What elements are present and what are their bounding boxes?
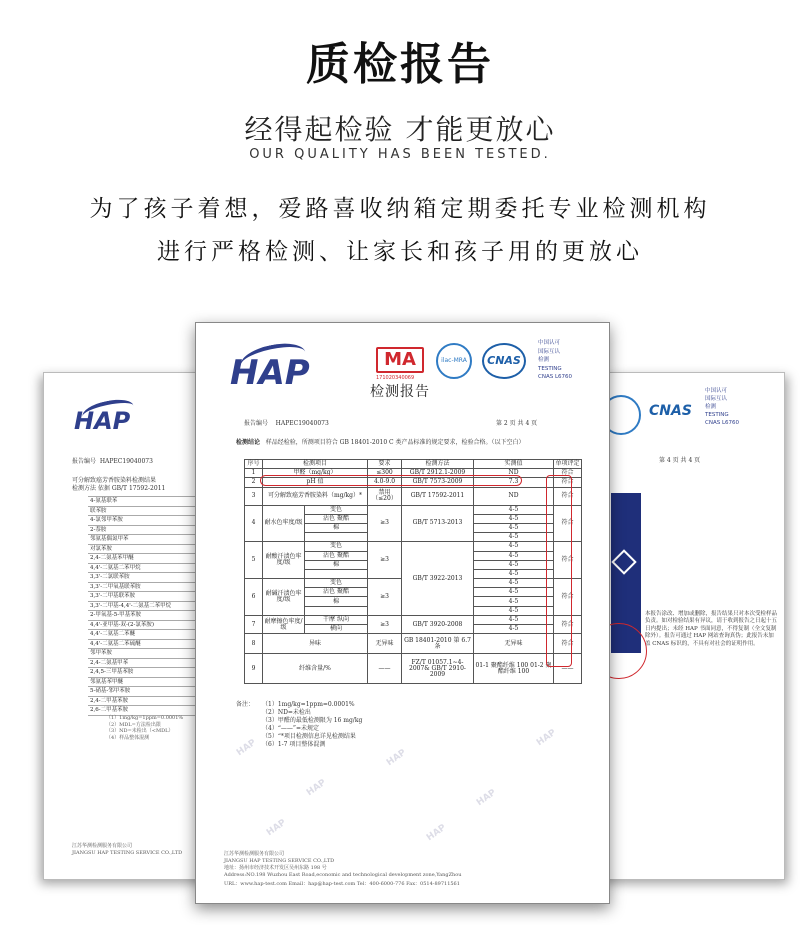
cell-req: 4.0-9.0 — [368, 478, 402, 487]
cnas-side-line: 国际互认 — [705, 396, 728, 402]
watermark: HAP — [235, 737, 259, 759]
highlight-row-formaldehyde — [260, 475, 522, 486]
cnas-side-line: CNAS L6760 — [705, 420, 740, 426]
note-item: （2）ND=未检出 — [262, 709, 311, 717]
cell-no: 7 — [245, 615, 263, 633]
left-notes — [106, 715, 183, 741]
cell-value: 01-1 聚酯纤维 100 01-2 聚酯纤维 100 — [474, 654, 554, 684]
cell-method: GB/T 17592-2011 — [402, 487, 474, 505]
note-item: （3）甲醛的最低检测限为 16 mg/kg — [262, 717, 363, 725]
list-item: 3,3'-二氯联苯胺 — [88, 573, 238, 583]
cma-mark: MA — [376, 347, 424, 373]
left-footer-cn: 江苏华测检测服务有限公司 — [72, 843, 133, 849]
note-item: （1）1mg/kg=1ppm=0.0001% — [262, 701, 355, 708]
cell-method: GB 18401-2010 第 6.7 条 — [402, 634, 474, 654]
table-row — [245, 654, 582, 684]
list-item: 4,4'-二氨基二苯醚 — [88, 630, 238, 640]
cell-no: 1 — [245, 469, 263, 478]
cell-sub — [305, 615, 368, 624]
cell-value: 无异味 — [474, 634, 554, 654]
right-page-info: 第 4 页 共 4 页 — [659, 457, 701, 464]
cell-sub — [305, 514, 368, 523]
cell-sub: 横向 — [305, 625, 368, 634]
list-item: 2,4,5-三甲基苯胺 — [88, 668, 238, 678]
cell-method: GB/T 3922-2013 — [402, 542, 474, 616]
note-item: （6）1-7 项目整体混测 — [262, 741, 326, 749]
cell-method: GB/T 7573-2009 — [402, 478, 474, 487]
cell-sub-label: 聚酯 — [336, 514, 349, 522]
cell-result: 符合 — [554, 505, 582, 542]
watermark: HAP — [425, 822, 449, 844]
cma-number: 171020340069 — [376, 375, 415, 381]
cell-value: 4-5 — [474, 597, 554, 606]
cell-item: 甲醛（mg/kg） — [263, 469, 368, 478]
notes-list — [262, 701, 362, 750]
report-title: 检测报告 — [370, 384, 430, 400]
list-item: 邻氨基偶氮甲苯 — [88, 535, 238, 545]
cell-sub — [305, 569, 368, 578]
cell-sub: 棉 — [305, 597, 368, 606]
table-row — [245, 634, 582, 654]
cnas-side-text — [538, 339, 572, 382]
description-line-1: 为了孩子着想，爱路喜收纳箱定期委托专业检测机构 — [89, 196, 711, 222]
report-no-row — [244, 420, 329, 428]
cell-sub-label: 沾色 — [323, 588, 336, 596]
cell-req: —— — [368, 654, 402, 684]
left-report-no-value: HAPEC19040073 — [99, 458, 153, 465]
left-footer-en: JIANGSU HAP TESTING SERVICE CO.,LTD — [72, 850, 183, 856]
cell-method: FZ/T 01057.1~4-2007& GB/T 2910-2009 — [402, 654, 474, 684]
list-item: 4,4'-二氨基二苯甲烷 — [88, 564, 238, 574]
cell-no: 4 — [245, 505, 263, 542]
cell-sub-label: 聚酯 — [336, 551, 349, 559]
cell-method: GB/T 5713-2013 — [402, 505, 474, 542]
cell-result: 符合 — [554, 634, 582, 654]
cell-value: 4-5 — [474, 551, 554, 560]
note-item: （4）“——”=未规定 — [262, 725, 319, 733]
cell-item: 耐碱汗渍色牢度/级 — [263, 579, 305, 616]
cell-sub — [305, 533, 368, 542]
cell-no: 6 — [245, 579, 263, 616]
cnas-side-line: 检测 — [538, 357, 550, 363]
cell-sub-label: 沾色 — [323, 551, 336, 559]
cell-sub-label: 干摩 — [323, 615, 336, 623]
cell-value: ND — [474, 469, 554, 478]
list-item: 邻甲苯胺 — [88, 649, 238, 659]
note-item: （2）MDL=方法检出限 — [106, 721, 161, 728]
highlight-pass-column — [546, 475, 572, 667]
watermark: HAP — [305, 777, 329, 799]
list-item: 4-氨基联苯 — [88, 497, 238, 507]
watermark: HAP — [475, 787, 499, 809]
cell-no: 3 — [245, 487, 263, 505]
cnas-side-line: 检测 — [705, 404, 717, 410]
list-item: 联苯胺 — [88, 507, 238, 517]
report-sheet-right — [600, 372, 785, 880]
cell-sub-label: 聚酯 — [336, 588, 349, 596]
cell-item: pH 值 — [263, 478, 368, 487]
conclusion-text: 样品经检验，所测项目符合 GB 18401-2010 C 类产品标准的规定要求，检验合格。（以下空白） — [265, 439, 525, 446]
cell-no: 9 — [245, 654, 263, 684]
cell-result: 符合 — [554, 542, 582, 579]
table-header-row — [245, 460, 582, 469]
cell-no: 8 — [245, 634, 263, 654]
cell-value: 4-5 — [474, 560, 554, 569]
list-item: 2,6-二甲基苯胺 — [88, 706, 238, 716]
list-item: 3,3'-二甲基-4,4'-二氨基二苯甲烷 — [88, 602, 238, 612]
ilac-mra-icon: ilac-MRA — [436, 343, 472, 379]
cell-req: ≥3 — [368, 615, 402, 633]
cell-req: ≥3 — [368, 542, 402, 579]
cnas-side-line: 中国认可 — [705, 388, 728, 394]
left-method-line: 检测方法 依据 GB/T 17592-2011 — [72, 485, 166, 492]
cell-value: 4-5 — [474, 588, 554, 597]
cell-value: 4-5 — [474, 579, 554, 588]
right-cnas-side-text — [705, 387, 739, 427]
page-title: 质检报告 — [306, 39, 494, 90]
cell-sub-label: 纵向 — [336, 615, 349, 623]
right-statement: 本报告涂改、增加或删除，报告结果只对本次受检样品负责。如对检验结果有异议，请于收到报告之日起十五日内提出；未经 HAP 书面同意，不得复制（全文复制除外）。报告可通过 HAP 网站查询真伪；此报告未加盖 CNAS 标识的，不具有对社会的证明作用。 — [645, 611, 778, 647]
table-header-cell: 单项评定 — [555, 460, 580, 468]
table-row — [245, 542, 582, 551]
footer-company-en: JIANGSU HAP TESTING SERVICE CO.,LTD — [224, 858, 335, 864]
cell-method: GB/T 3920-2008 — [402, 615, 474, 633]
cell-value: 4-5 — [474, 615, 554, 624]
list-item: 4,4'-亚甲基-双-(2-氯苯胺) — [88, 621, 238, 631]
cnas-side-line: 中国认可 — [538, 340, 561, 346]
watermark: HAP — [535, 727, 559, 749]
cell-req: ≤300 — [368, 469, 402, 478]
table-row — [245, 615, 582, 624]
cell-no: 2 — [245, 478, 263, 487]
cell-sub: 变色 — [305, 579, 368, 588]
cell-req: 禁用（≤20） — [368, 487, 402, 505]
hap-logo: HAP — [230, 353, 310, 393]
cell-result: 符合 — [554, 469, 582, 478]
cell-sub — [305, 588, 368, 597]
cell-result: 符合 — [554, 579, 582, 616]
table-header-cell: 检测项目 — [263, 460, 368, 469]
cell-item: 耐水色牢度/级 — [263, 505, 305, 542]
list-item: 2,4-二氨基苯甲醚 — [88, 554, 238, 564]
table-header-cell: 实测值 — [474, 460, 554, 469]
conclusion-row — [236, 439, 571, 447]
list-item: 2-萘胺 — [88, 526, 238, 536]
cell-result: —— — [554, 654, 582, 684]
list-item: 5-硝基-邻甲苯胺 — [88, 687, 238, 697]
notes-label: 备注： — [236, 701, 255, 708]
cell-req: ≥3 — [368, 505, 402, 542]
table-row — [245, 505, 582, 514]
cell-sub: 棉 — [305, 560, 368, 569]
cell-item: 耐摩擦色牢度/级 — [263, 615, 305, 633]
cell-value: 4-5 — [474, 505, 554, 514]
cnas-side-line: CNAS L6760 — [538, 374, 573, 380]
list-item: 3,3'-二甲氧基联苯胺 — [88, 583, 238, 593]
cell-result: 符合 — [554, 487, 582, 505]
conclusion-label: 检测结论 — [236, 439, 261, 446]
test-results-table — [244, 459, 582, 684]
report-sheet-main — [195, 322, 610, 904]
list-item: 对氯苯胺 — [88, 545, 238, 555]
footer-company-cn: 江苏华测检测服务有限公司 — [224, 851, 285, 857]
cell-sub-label: 沾色 — [323, 514, 336, 522]
cell-result: 符合 — [554, 478, 582, 487]
list-item: 4-氯邻甲苯胺 — [88, 516, 238, 526]
cell-sub: 棉 — [305, 523, 368, 532]
cell-item: 耐酸汗渍色牢度/级 — [263, 542, 305, 579]
cell-value: 4-5 — [474, 606, 554, 615]
cnas-side-line: TESTING — [538, 365, 562, 372]
list-item: 邻氨基苯甲醚 — [88, 678, 238, 688]
cnas-logo: CNAS — [482, 343, 526, 379]
cell-no: 5 — [245, 542, 263, 579]
hap-logo: HAP — [74, 407, 131, 435]
page-subtitle: 经得起检验 才能更放心 — [244, 113, 556, 146]
watermark: HAP — [385, 747, 409, 769]
table-header-cell: 要求 — [368, 460, 402, 469]
footer-address: 地址：扬州市经济技术开发区吴州东路 198 号 — [224, 865, 327, 871]
cell-item: 纤维含量/% — [263, 654, 368, 684]
report-no-label: 报告编号 — [244, 420, 269, 427]
cell-item: 可分解致癌芳香胺染料（mg/kg）* — [263, 487, 368, 505]
cell-value: 4-5 — [474, 514, 554, 523]
cell-value: 4-5 — [474, 533, 554, 542]
cell-method: GB/T 2912.1-2009 — [402, 469, 474, 478]
note-item: （4）样品整体混测 — [106, 734, 150, 741]
report-no-value: HAPEC19040073 — [275, 420, 329, 427]
page-subtitle-en: OUR QUALITY HAS BEEN TESTED. — [249, 147, 551, 162]
cell-result: 符合 — [554, 615, 582, 633]
watermark: HAP — [265, 817, 289, 839]
note-item: （5）“*项目检测信息详见检测结果 — [262, 733, 356, 741]
cnas-logo-right: CNAS — [649, 403, 692, 419]
cell-req: 无异味 — [368, 634, 402, 654]
cell-value: ND — [474, 487, 554, 505]
list-item: 2-甲氧基-5-甲基苯胺 — [88, 611, 238, 621]
list-item: 2,4-二甲基苯胺 — [88, 697, 238, 707]
cell-sub: 变色 — [305, 505, 368, 514]
description-line-2: 进行严格检测、让家长和孩子用的更放心 — [157, 239, 643, 265]
left-title-line: 可分解致癌芳香胺染料检测结果 — [72, 477, 157, 484]
left-report-no: 报告编号 HAPEC19040073 — [72, 458, 153, 465]
list-item: 4,4'-二氨基二苯硫醚 — [88, 640, 238, 650]
table-header-cell: 检测方法 — [402, 460, 474, 469]
cell-value: 7.3 — [474, 478, 554, 487]
list-item: 3,3'-二甲基联苯胺 — [88, 592, 238, 602]
cell-value: 4-5 — [474, 523, 554, 532]
cnas-side-line: TESTING — [705, 412, 729, 418]
footer-contact: URL：www.hap-test.com Email：hap@hap-test.com Tel：400-6000-776 Fax：0514-89711561 — [224, 881, 460, 887]
table-header-cell: 序号 — [245, 460, 263, 469]
cnas-side-line: 国际互认 — [538, 348, 561, 355]
page-info: 第 2 页 共 4 页 — [496, 420, 538, 427]
cell-value: 4-5 — [474, 625, 554, 634]
cell-sub: 变色 — [305, 542, 368, 551]
cell-item: 异味 — [263, 634, 368, 654]
footer-address-en: Address:NO.198 Wuzhou East Road,economic and technological development zone,YangZhou — [224, 872, 462, 878]
cell-value: 4-5 — [474, 569, 554, 578]
cell-value: 4-5 — [474, 542, 554, 551]
cell-sub — [305, 606, 368, 615]
note-item: （3）ND=未检出（<MDL） — [106, 728, 174, 734]
list-item: 2,4-二氨基甲苯 — [88, 659, 238, 669]
table-row — [245, 487, 582, 505]
note-item: （1）1mg/kg=1ppm=0.0001% — [106, 715, 184, 721]
cell-req: ≥3 — [368, 579, 402, 616]
cell-sub — [305, 551, 368, 560]
